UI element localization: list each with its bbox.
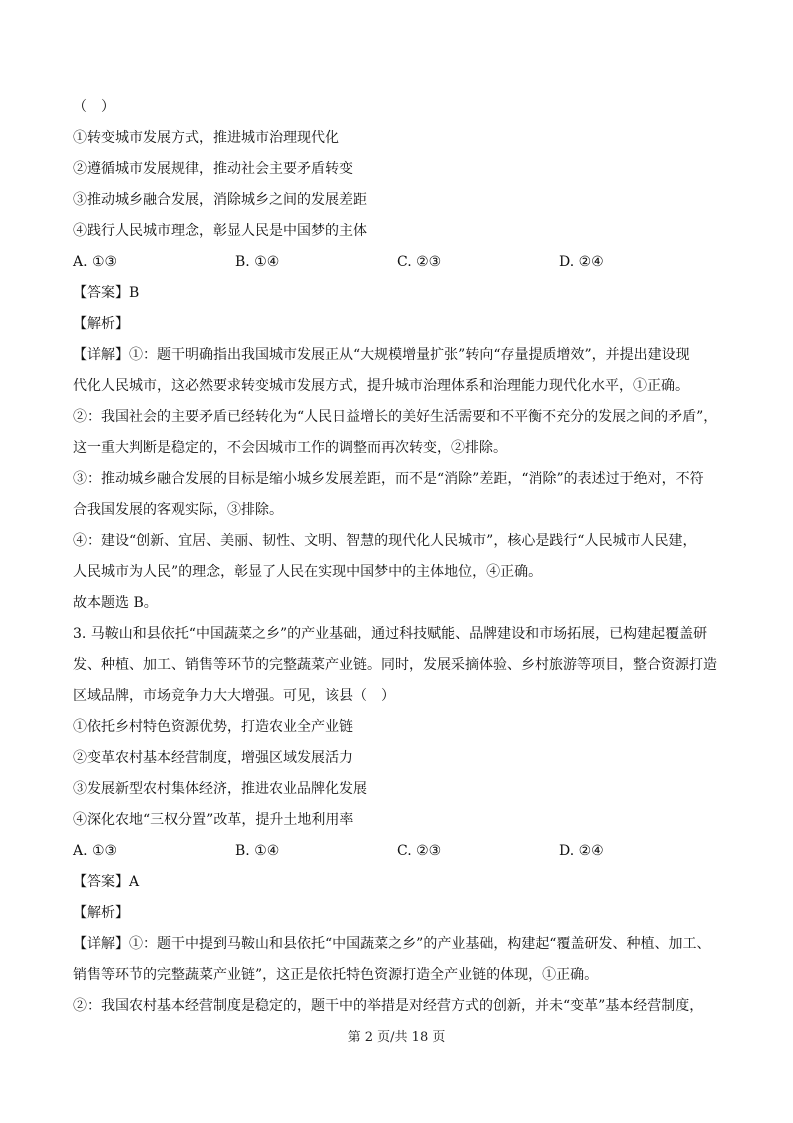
q2-option-3: ③推动城乡融合发展，消除城乡之间的发展差距 [73, 192, 367, 208]
q3-choice-a: A. ①③ [73, 843, 118, 859]
q3-analysis-label: 【解析】 [73, 905, 129, 921]
q2-option-4: ④践行人民城市理念，彰显人民是中国梦的主体 [73, 223, 367, 239]
page-footer: 第 2 页/共 18 页 [347, 1030, 446, 1045]
q2-choice-d: D. ②④ [559, 254, 604, 270]
q2-option-1: ①转变城市发展方式，推进城市治理现代化 [73, 130, 339, 146]
q3-option-1: ①依托乡村特色资源优势，打造农业全产业链 [73, 719, 353, 735]
q3-stem-line: 发、种植、加工、销售等环节的完整蔬菜产业链。同时，发展采摘体验、乡村旅游等项目，整合资源打造 [73, 657, 717, 673]
q2-detail-line: 代化人民城市，这必然要求转变城市发展方式，提升城市治理体系和治理能力现代化水平，①正确。 [73, 378, 689, 394]
q3-choice-c: C. ②③ [397, 843, 442, 859]
q3-detail-line: ②：我国农村基本经营制度是稳定的，题干中的举措是对经营方式的创新，并未“变革”基本经营制度， [73, 998, 704, 1014]
q3-answer: 【答案】A [73, 874, 140, 890]
q2-conclusion: 故本题选 B。 [73, 595, 158, 611]
q2-analysis-label: 【解析】 [73, 316, 129, 332]
q2-stem-tail: （ ） [73, 99, 115, 115]
q3-option-4: ④深化农地“三权分置”改革，提升土地利用率 [73, 812, 354, 828]
q3-option-2: ②变革农村基本经营制度，增强区域发展活力 [73, 750, 353, 766]
q2-detail-line: 这一重大判断是稳定的，不会因城市工作的调整而再次转变，②排除。 [73, 440, 507, 456]
q3-detail-line: 销售等环节的完整蔬菜产业链”，这正是依托特色资源打造全产业链的体现，①正确。 [73, 967, 599, 983]
q2-detail-line: 【详解】①：题干明确指出我国城市发展正从“大规模增量扩张”转向“存量提质增效”，并提出建设现 [73, 347, 690, 363]
q2-detail-line: 合我国发展的客观实际，③排除。 [73, 502, 283, 518]
q2-detail-line: ②：我国社会的主要矛盾已经转化为“人民日益增长的美好生活需要和不平衡不充分的发展之间的矛盾”， [73, 409, 718, 425]
q3-option-3: ③发展新型农村集体经济，推进农业品牌化发展 [73, 781, 367, 797]
q2-answer: 【答案】B [73, 285, 140, 301]
q3-stem-line: 3. 马鞍山和县依托“中国蔬菜之乡”的产业基础，通过科技赋能、品牌建设和市场拓展，已构建起覆盖研 [73, 626, 708, 642]
q2-detail-line: ③：推动城乡融合发展的目标是缩小城乡发展差距，而不是“消除”差距，“消除”的表述过于绝对，不符 [73, 471, 704, 487]
q3-stem-line: 区域品牌，市场竞争力大大增强。可见，该县（ ） [73, 688, 395, 704]
q2-detail-line: ④：建设“创新、宜居、美丽、韧性、文明、智慧的现代化人民城市”，核心是践行“人民城市人民建， [73, 533, 697, 549]
q3-choices [73, 836, 723, 867]
q2-choice-c: C. ②③ [397, 254, 442, 270]
q3-detail-line: 【详解】①：题干中提到马鞍山和县依托“中国蔬菜之乡”的产业基础，构建起“覆盖研发、种植、加工、 [73, 936, 711, 952]
q3-choice-b: B. ①④ [235, 843, 280, 859]
page-content [73, 92, 723, 1022]
q2-choice-b: B. ①④ [235, 254, 280, 270]
q2-detail-line: 人民城市为人民”的理念，彰显了人民在实现中国梦中的主体地位，④正确。 [73, 564, 543, 580]
q2-choices [73, 247, 723, 278]
q3-choice-d: D. ②④ [559, 843, 604, 859]
q2-option-2: ②遵循城市发展规律，推动社会主要矛盾转变 [73, 161, 353, 177]
q2-choice-a: A. ①③ [73, 254, 118, 270]
